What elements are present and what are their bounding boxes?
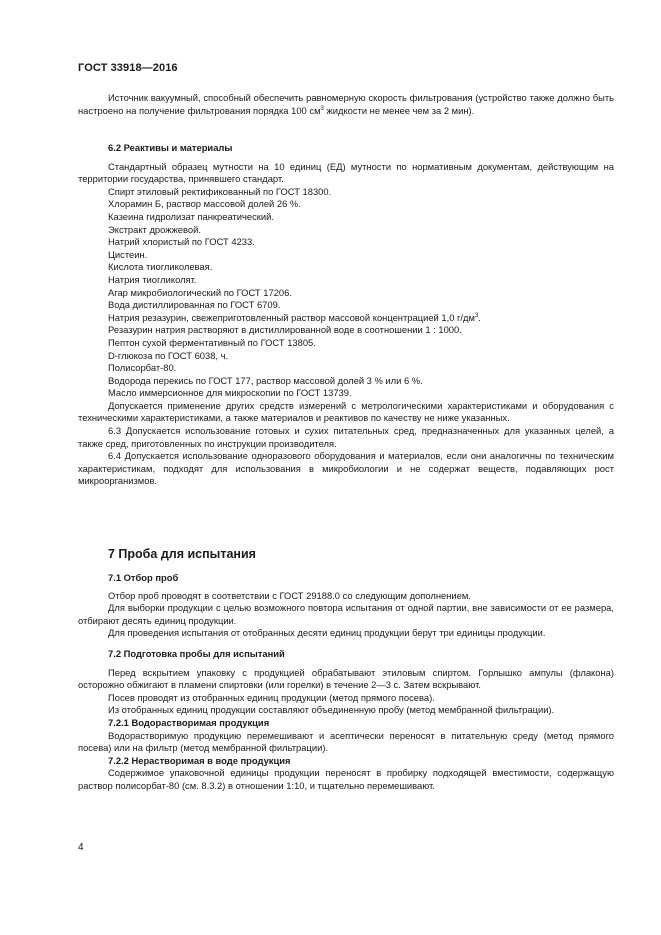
section-7-2-title: 7.2 Подготовка пробы для испытаний xyxy=(108,647,285,659)
intro-block xyxy=(78,92,614,117)
section-7-title: 7 Проба для испытания xyxy=(108,547,256,561)
list-item: Масло иммерсионное для микроскопии по ГОСТ 13739. xyxy=(108,387,352,399)
vacuum-source-paragraph: Источник вакуумный, способный обеспечить равномерную скорость фильтрования (устройство также должно быть настроено на получение фильтрования порядка 100 $см^3$ жидкости не менее чем за 2 мин). xyxy=(78,92,614,116)
sample-selection-paragraph: Для выборки продукции с целью возможного повтора испытания от одной партии, вне зависимости от ее размера, отбирают десять единиц продукции. xyxy=(78,602,614,626)
list-item: Резазурин натрия растворяют в дистиллированной воде в соотношении 1 : 1000. xyxy=(108,324,462,336)
section-6-2-title: 6.2 Реактивы и материалы xyxy=(108,142,233,153)
resazurin-item: Натрия резазурин, свежеприготовленный раствор массовой концентрацией 1,0 $г/дм^3$. xyxy=(108,311,481,323)
list-item: Агар микробиологический по ГОСТ 17206. xyxy=(108,286,292,298)
list-item: Цистеин. xyxy=(108,248,148,260)
sampling-paragraph: Отбор проб проводят в соответствии с ГОСТ 29188.0 со следующим дополнением. xyxy=(108,589,471,601)
section-6-2 xyxy=(78,142,614,488)
section-7-2-1-title: 7.2.1 Водорастворимая продукция xyxy=(108,716,270,728)
list-item: Хлорамин Б, раствор массовой долей 26 %. xyxy=(108,198,301,210)
insoluble-paragraph: Содержимое упаковочной единицы продукции переносят в пробирку подходящей вместимости, содержащую раствор полисорбат-80 (см. 8.3.2) в отношении 1:10, и тщательно перемешивают. xyxy=(78,767,614,791)
list-item: Водорода перекись по ГОСТ 177, раствор массовой долей 3 % или 6 %. xyxy=(108,374,423,386)
other-equipment-paragraph: Допускается применение других средств измерений с метрологическими характеристиками и оборудования с техническими характеристиками, а также материалов и реактивов по качеству не ниже указанных. xyxy=(78,399,614,424)
list-item: Спирт этиловый ректификованный по ГОСТ 18300. xyxy=(108,185,332,197)
document-header: ГОСТ 33918—2016 xyxy=(78,62,178,74)
section-7 xyxy=(78,546,614,793)
sterilization-paragraph: Перед вскрытием упаковку с продукцией обрабатывают этиловым спиртом. Горлышко ампулы (флакона) осторожно обжигают в пламени спиртовки (или горелки) в течение 2—3 с. Затем вскрывают. xyxy=(78,666,614,691)
section-7-1-title: 7.1 Отбор проб xyxy=(108,572,179,583)
list-item: Пептон сухой ферментативный по ГОСТ 13805. xyxy=(108,336,316,348)
list-item: Кислота тиогликолевая. xyxy=(108,261,213,273)
direct-seeding-paragraph: Посев проводят из отобранных единиц продукции (метод прямого посева). xyxy=(108,691,435,703)
water-soluble-paragraph: Водорастворимую продукцию перемешивают и асептически переносят в питательную среду (метод прямого посева) или на фильтр (метод мембранной фильтрации). xyxy=(78,729,614,754)
list-item: Натрия тиогликолят. xyxy=(108,273,197,285)
turbidity-standard-paragraph: Стандартный образец мутности на 10 единиц (ЕД) мутности по нормативным документам, действующим на территории государства, принявшего стандарт. xyxy=(78,160,614,185)
combined-sample-paragraph: Из отобранных единиц продукции составляют объединенную пробу (метод мембранной фильтрации). xyxy=(108,704,555,716)
list-item: Вода дистиллированная по ГОСТ 6709. xyxy=(108,299,281,311)
list-item: Полисорбат-80. xyxy=(108,362,177,374)
list-item: D-глюкоза по ГОСТ 6038, ч. xyxy=(108,349,229,361)
page-number: 4 xyxy=(78,842,84,853)
list-item: Экстракт дрожжевой. xyxy=(108,223,201,235)
section-6-3-paragraph: 6.3 Допускается использование готовых и сухих питательных сред, предназначенных для указанных целей, а также сред, приготовленных по инструкции производителя. xyxy=(78,425,614,449)
section-6-4-paragraph: 6.4 Допускается использование одноразового оборудования и материалов, если они аналогичны по техническим характеристикам, подходят для использования в микробиологии и не содержат веществ, подавляющих рост микроорганизмов. xyxy=(78,450,614,487)
section-7-2-2-title: 7.2.2 Нерастворимая в воде продукция xyxy=(108,754,291,766)
list-item: Натрий хлористый по ГОСТ 4233. xyxy=(108,236,255,248)
test-units-paragraph: Для проведения испытания от отобранных десяти единиц продукции берут три единицы продукции. xyxy=(108,627,546,639)
list-item: Казеина гидролизат панкреатический. xyxy=(108,210,274,222)
